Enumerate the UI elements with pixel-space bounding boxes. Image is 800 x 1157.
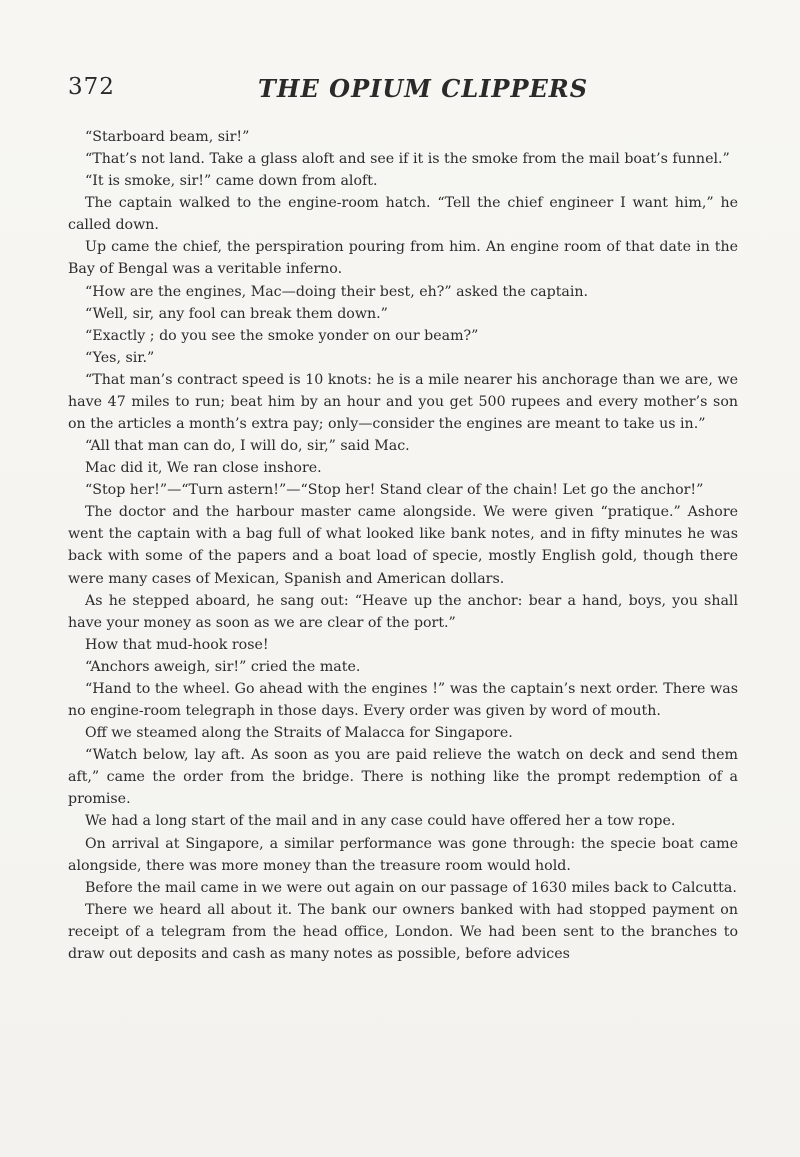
paragraph: “Starboard beam, sir!” xyxy=(85,129,250,145)
paragraph: “Anchors aweigh, sir!” cried the mate. xyxy=(85,658,361,675)
paragraph: “Exactly ; do you see the smoke yonder on our beam?” xyxy=(85,327,479,344)
paragraph: On arrival at Singapore, a similar performance was gone through: the specie boat came alongside, there was more money than the treasure room would hold. xyxy=(68,835,738,874)
paragraph: “How are the engines, Mac—doing their best, eh?” asked the captain. xyxy=(85,283,589,300)
paragraph: Mac did it, We ran close inshore. xyxy=(85,460,322,477)
paragraph: “Well, sir, any fool can break them down.” xyxy=(85,305,388,322)
paragraph: “Yes, sir.” xyxy=(85,349,155,366)
paragraph: “Stop her!”—“Turn astern!”—“Stop her! Stand clear of the chain! Let go the anchor!” xyxy=(85,482,704,499)
page-number: 372 xyxy=(68,74,115,100)
paragraph: Off we steamed along the Straits of Malacca for Singapore. xyxy=(85,725,513,742)
body-text xyxy=(68,126,738,965)
paragraph: “Watch below, lay aft. As soon as you are paid relieve the watch on deck and send them aft,” came the order from the bridge. There is nothing like the prompt redemption of a promise. xyxy=(68,747,738,808)
paragraph: We had a long start of the mail and in any case could have offered her a tow rope. xyxy=(85,813,676,830)
paragraph: “Hand to the wheel. Go ahead with the engines !” was the captain’s next order. There was no engine-room telegraph in those days. Every order was given by word of mouth. xyxy=(68,680,738,720)
paragraph: “It is smoke, sir!” came down from aloft. xyxy=(85,173,378,190)
paragraph: There we heard all about it. The bank our owners banked with had stopped payment on receipt of a telegram from the head office, London. We had been sent to the branches to draw out deposits and cash as many notes as possible, before advices xyxy=(68,901,738,962)
paragraph: Before the mail came in we were out again on our passage of 1630 miles back to Calcutta. xyxy=(85,879,737,896)
running-head: THE OPIUM CLIPPERS xyxy=(258,74,589,103)
page-header xyxy=(68,74,736,108)
paragraph: As he stepped aboard, he sang out: “Heave up the anchor: bear a hand, boys, you shall have your money as soon as we are clear of the port.” xyxy=(68,592,738,631)
paragraph: “All that man can do, I will do, sir,” said Mac. xyxy=(85,438,410,455)
paragraph: “That man’s contract speed is 10 knots: he is a mile nearer his anchorage than we are, we have 47 miles to run; beat him by an hour and you get 500 rupees and every mother’s son on the articles a month’s extra pay; only—consider the engines are meant to take us in.” xyxy=(68,371,738,433)
paragraph: Up came the chief, the perspiration pouring from him. An engine room of that date in the Bay of Bengal was a veritable inferno. xyxy=(68,239,738,278)
paragraph: “That’s not land. Take a glass aloft and see if it is the smoke from the mail boat’s funnel.” xyxy=(85,151,730,168)
paragraph: The doctor and the harbour master came alongside. We were given “pratique.” Ashore went the captain with a bag full of what looked like bank notes, and in fifty minutes he was back with some of the papers and a boat load of specie, mostly English gold, though there were many cases of Mexican, Spanish and American dollars. xyxy=(68,504,738,587)
paragraph: How that mud-hook rose! xyxy=(85,636,269,653)
paragraph: The captain walked to the engine-room hatch. “Tell the chief engineer I want him,” he called down. xyxy=(68,195,738,234)
